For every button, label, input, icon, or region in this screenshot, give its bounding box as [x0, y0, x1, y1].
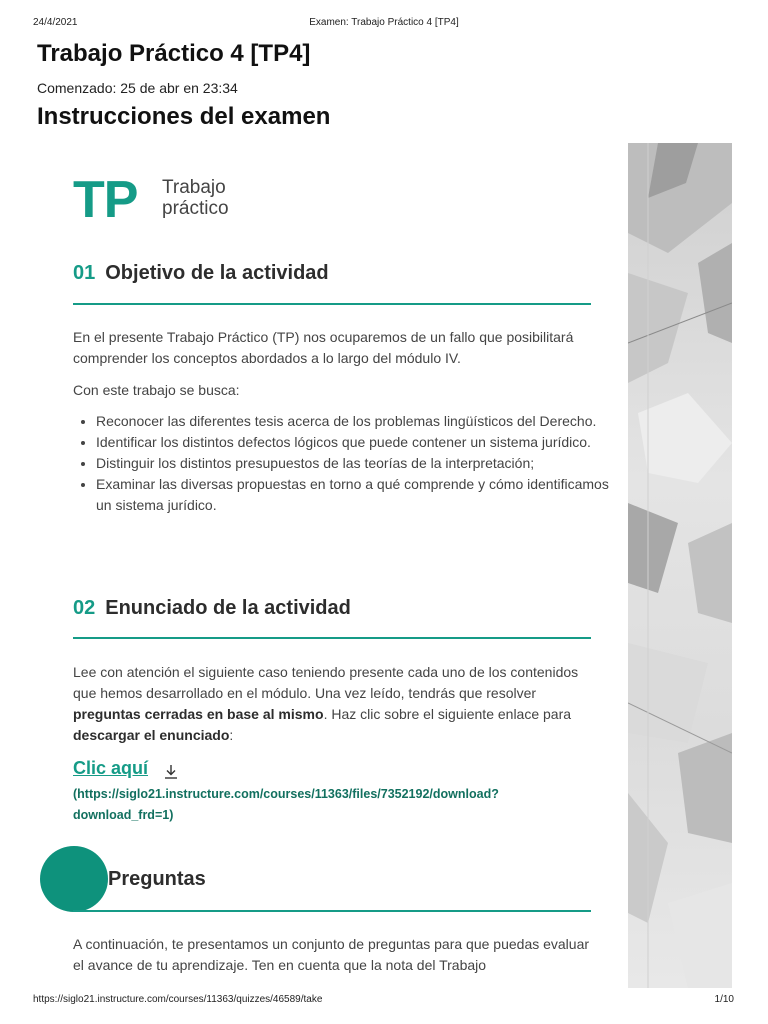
tp-logo-line2: práctico [162, 198, 229, 219]
objetivo-intro: En el presente Trabajo Práctico (TP) nos ocuparemos de un fallo que posibilitará comprender los conceptos abordados a lo largo del módulo IV. [73, 329, 574, 366]
enunciado-paragraph [73, 662, 593, 746]
section-number: 01 [73, 262, 96, 284]
section-title: Enunciado de la actividad [105, 597, 351, 619]
page-number: 1/10 [714, 994, 734, 1005]
enunciado-bold-text: descargar el enunciado [73, 727, 230, 743]
download-icon[interactable] [164, 764, 178, 780]
list-item: • Examinar las diversas propuestas en torno a qué comprende y cómo identificamos un sistema jurídico. [96, 474, 616, 516]
list-item: • Identificar los distintos defectos lógicos que puede contener un sistema jurídico. [96, 432, 616, 453]
instructions-title: Instrucciones del examen [37, 103, 331, 130]
section-divider [73, 910, 591, 912]
download-url[interactable]: (https://siglo21.instructure.com/courses/11363/files/7352192/download?download_frd=1) [73, 787, 499, 822]
section-enunciado-heading [73, 597, 351, 620]
section-divider [73, 303, 591, 305]
section-preguntas-heading: Preguntas [108, 868, 206, 890]
enunciado-text: : [229, 727, 234, 743]
decorative-side-image [628, 143, 732, 988]
objetivo-goals-list [73, 411, 616, 516]
section-objetivo-heading [73, 262, 329, 285]
download-link[interactable]: Clic aquí [73, 758, 149, 778]
tp-logo-line1: Trabajo [162, 177, 226, 198]
print-date: 24/4/2021 [33, 17, 78, 28]
section-number: 02 [73, 597, 96, 619]
list-item: • Distinguir los distintos presupuestos de las teorías de la interpretación; [96, 453, 616, 474]
enunciado-text: Lee con atención el siguiente caso teniendo presente cada uno de los contenidos que hemos desarrollado en el módulo. Una vez leído, tendrás que resolver [73, 664, 579, 701]
section-circle-marker [40, 846, 108, 912]
page-title: Trabajo Práctico 4 [TP4] [37, 40, 311, 67]
enunciado-bold-text: preguntas cerradas en base al mismo [73, 706, 324, 722]
objetivo-lead: Con este trabajo se busca: [73, 382, 240, 398]
list-item: • Reconocer las diferentes tesis acerca de los problemas lingüísticos del Derecho. [96, 411, 616, 432]
tp-logo-mark: TP [73, 171, 138, 229]
enunciado-text: . Haz clic sobre el siguiente enlace para [323, 706, 572, 722]
tp-logo-words [162, 177, 229, 219]
section-title: Objetivo de la actividad [105, 262, 329, 284]
preguntas-paragraph: A continuación, te presentamos un conjunto de preguntas para que puedas evaluar el avance de tu aprendizaje. Ten en cuenta que la nota del Trabajo [73, 936, 590, 973]
started-timestamp: Comenzado: 25 de abr en 23:34 [37, 80, 238, 96]
print-title: Examen: Trabajo Práctico 4 [TP4] [309, 17, 459, 28]
footer-url: https://siglo21.instructure.com/courses/11363/quizzes/46589/take [33, 994, 323, 1005]
section-divider [73, 637, 591, 639]
